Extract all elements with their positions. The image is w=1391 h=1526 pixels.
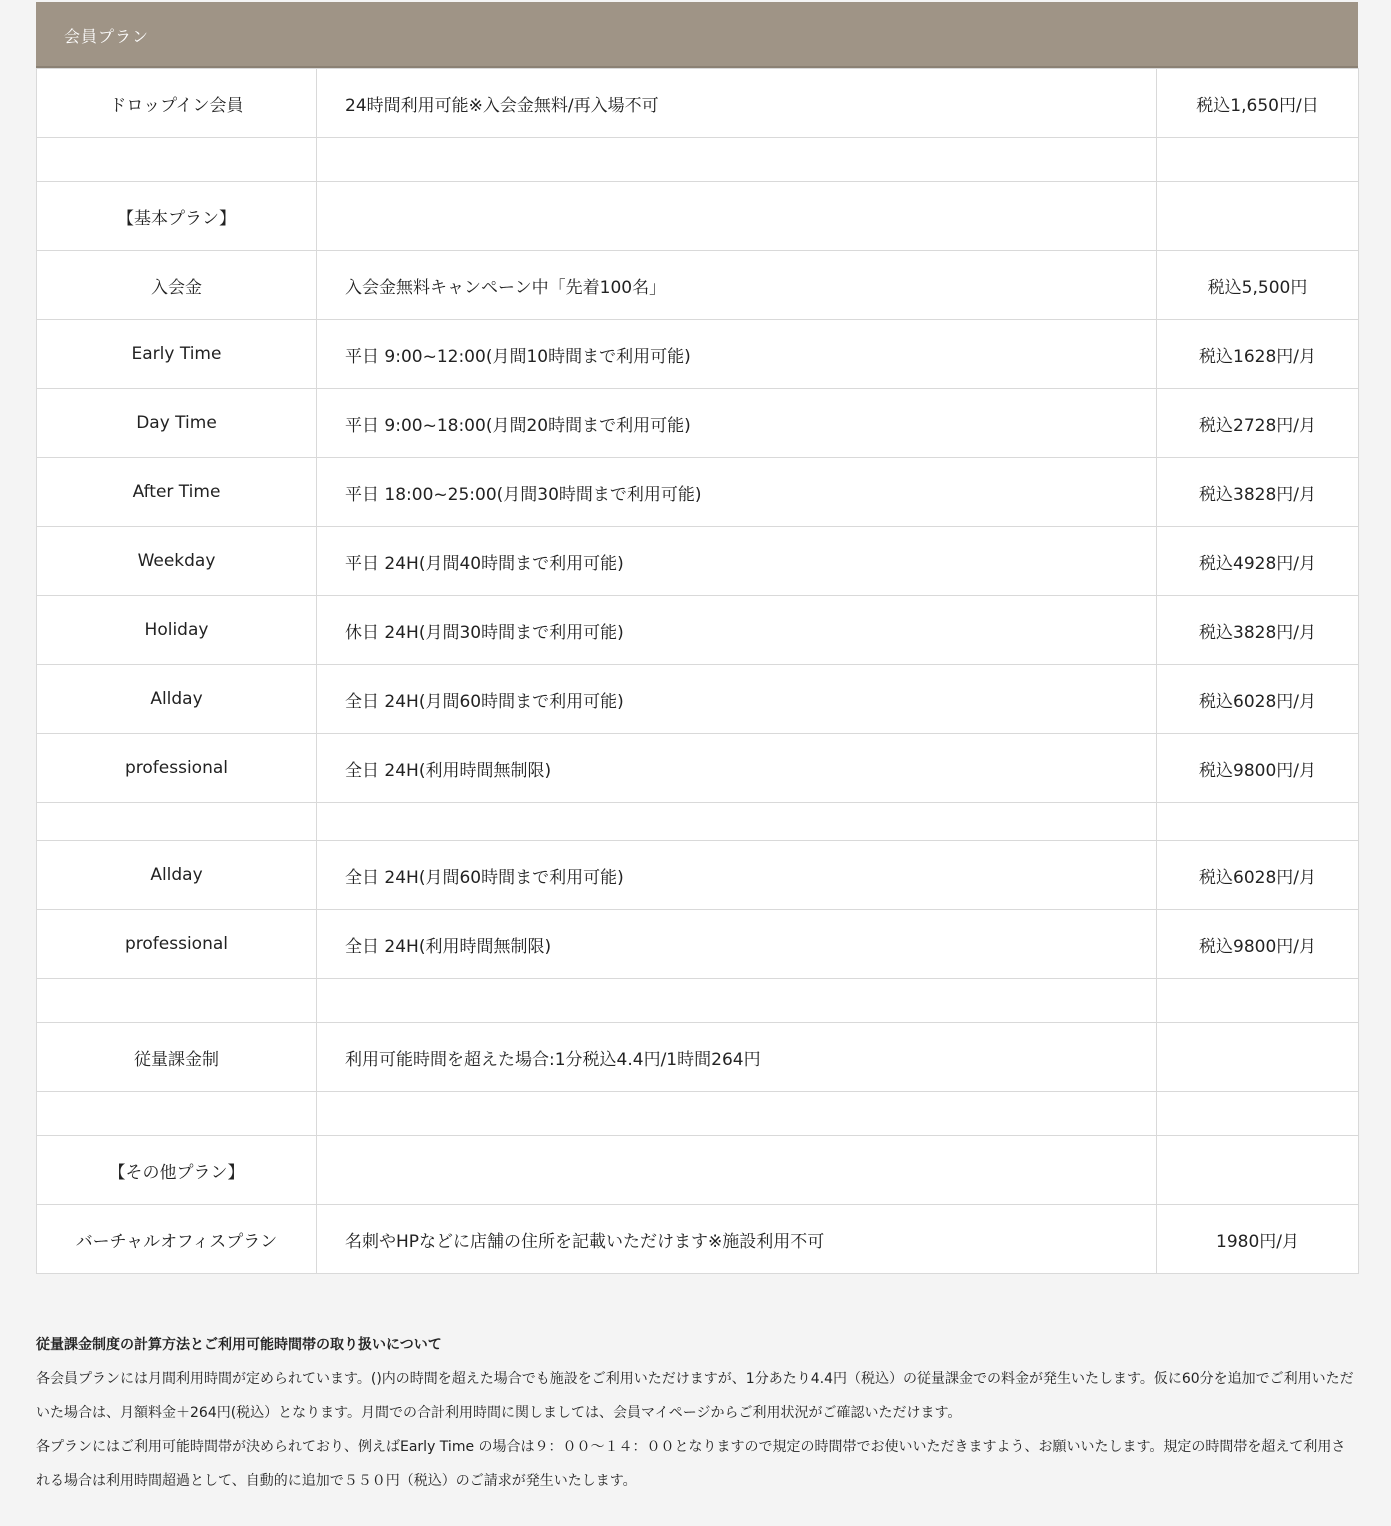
plan-price-cell xyxy=(1157,1023,1359,1092)
plan-name-cell xyxy=(37,1092,317,1136)
plan-row xyxy=(37,596,1359,665)
plan-name-cell xyxy=(37,803,317,841)
plan-row xyxy=(37,69,1359,138)
plan-price-cell: 税込1628円/月 xyxy=(1157,320,1359,389)
plan-price-cell: 税込3828円/月 xyxy=(1157,458,1359,527)
plan-row xyxy=(37,138,1359,182)
plan-name-cell: 入会金 xyxy=(37,251,317,320)
plan-price-cell: 税込6028円/月 xyxy=(1157,841,1359,910)
plan-name-cell: Weekday xyxy=(37,527,317,596)
plan-description-cell: 全日 24H(利用時間無制限) xyxy=(317,910,1157,979)
plan-description-cell: 全日 24H(月間60時間まで利用可能) xyxy=(317,841,1157,910)
plan-price-cell xyxy=(1157,138,1359,182)
plan-description-cell: 入会金無料キャンペーン中「先着100名」 xyxy=(317,251,1157,320)
plan-price-cell xyxy=(1157,803,1359,841)
plan-description-cell: 名刺やHPなどに店舗の住所を記載いただけます※施設利用不可 xyxy=(317,1205,1157,1274)
plan-description-cell: 利用可能時間を超えた場合:1分税込4.4円/1時間264円 xyxy=(317,1023,1157,1092)
plan-row xyxy=(37,841,1359,910)
plan-price-cell: 税込2728円/月 xyxy=(1157,389,1359,458)
notes-paragraph-2: 各プランにはご利用可能時間帯が決められており、例えばEarly Time の場合は９：００～１４：００となりますので規定の時間帯でお使いいただきますよう、お願いいたします。規定の時間帯を超えて利用される場合は利用時間超過として、自動的に追加で５５０円（税込）のご請求が発生いたします。 xyxy=(36,1439,1346,1489)
plan-name-cell: professional xyxy=(37,910,317,979)
plan-name-cell: Allday xyxy=(37,665,317,734)
plan-description-cell: 平日 9:00~18:00(月間20時間まで利用可能) xyxy=(317,389,1157,458)
plan-name-cell: After Time xyxy=(37,458,317,527)
plan-price-cell: 税込5,500円 xyxy=(1157,251,1359,320)
plan-name-cell: 従量課金制 xyxy=(37,1023,317,1092)
plan-description-cell: 24時間利用可能※入会金無料/再入場不可 xyxy=(317,69,1157,138)
plan-row xyxy=(37,1136,1359,1205)
plan-name-cell: バーチャルオフィスプラン xyxy=(37,1205,317,1274)
plan-price-cell: 1980円/月 xyxy=(1157,1205,1359,1274)
plan-row xyxy=(37,1023,1359,1092)
plan-table xyxy=(36,68,1359,1274)
plan-description-cell xyxy=(317,138,1157,182)
plan-row xyxy=(37,182,1359,251)
plan-row xyxy=(37,251,1359,320)
plan-row xyxy=(37,1092,1359,1136)
plan-price-cell xyxy=(1157,979,1359,1023)
plan-name-cell xyxy=(37,138,317,182)
plan-price-cell xyxy=(1157,182,1359,251)
plan-description-cell: 平日 9:00~12:00(月間10時間まで利用可能) xyxy=(317,320,1157,389)
plan-description-cell xyxy=(317,1136,1157,1205)
plan-name-cell: Holiday xyxy=(37,596,317,665)
plan-row xyxy=(37,734,1359,803)
plan-name-cell: Early Time xyxy=(37,320,317,389)
usage-notes xyxy=(36,1332,1358,1498)
plan-price-cell xyxy=(1157,1136,1359,1205)
plan-name-cell xyxy=(37,979,317,1023)
plan-description-cell xyxy=(317,1092,1157,1136)
plan-name-cell: professional xyxy=(37,734,317,803)
notes-paragraph-1: 各会員プランには月間利用時間が定められています。()内の時間を超えた場合でも施設をご利用いただけますが、1分あたり4.4円（税込）の従量課金での料金が発生いたします。仮に60分を追加でご利用いただいた場合は、月額料金＋264円(税込）となります。月間での合計利用時間に関しましては、会員マイページからご利用状況がご確認いただけます。 xyxy=(36,1371,1354,1421)
plan-name-cell: ドロップイン会員 xyxy=(37,69,317,138)
plan-row xyxy=(37,803,1359,841)
plan-description-cell: 休日 24H(月間30時間まで利用可能) xyxy=(317,596,1157,665)
plan-price-cell: 税込3828円/月 xyxy=(1157,596,1359,665)
plan-price-cell xyxy=(1157,1092,1359,1136)
plan-name-cell: Day Time xyxy=(37,389,317,458)
notes-title: 従量課金制度の計算方法とご利用可能時間帯の取り扱いについて xyxy=(36,1337,442,1353)
plan-price-cell: 税込4928円/月 xyxy=(1157,527,1359,596)
plan-name-cell: 【基本プラン】 xyxy=(37,182,317,251)
section-title: 会員プラン xyxy=(64,27,150,46)
plan-name-cell: 【その他プラン】 xyxy=(37,1136,317,1205)
plan-row xyxy=(37,1205,1359,1274)
plan-description-cell: 平日 24H(月間40時間まで利用可能) xyxy=(317,527,1157,596)
plan-description-cell: 平日 18:00~25:00(月間30時間まで利用可能) xyxy=(317,458,1157,527)
plan-description-cell: 全日 24H(利用時間無制限) xyxy=(317,734,1157,803)
plan-description-cell: 全日 24H(月間60時間まで利用可能) xyxy=(317,665,1157,734)
plan-price-cell: 税込1,650円/日 xyxy=(1157,69,1359,138)
plan-description-cell xyxy=(317,182,1157,251)
plan-row xyxy=(37,527,1359,596)
plan-row xyxy=(37,389,1359,458)
plan-row xyxy=(37,979,1359,1023)
plan-description-cell xyxy=(317,979,1157,1023)
plan-row xyxy=(37,458,1359,527)
plan-row xyxy=(37,665,1359,734)
plan-price-cell: 税込9800円/月 xyxy=(1157,910,1359,979)
plan-description-cell xyxy=(317,803,1157,841)
plan-row xyxy=(37,320,1359,389)
section-header xyxy=(36,2,1358,68)
plan-price-cell: 税込9800円/月 xyxy=(1157,734,1359,803)
plan-row xyxy=(37,910,1359,979)
plan-price-cell: 税込6028円/月 xyxy=(1157,665,1359,734)
plan-name-cell: Allday xyxy=(37,841,317,910)
